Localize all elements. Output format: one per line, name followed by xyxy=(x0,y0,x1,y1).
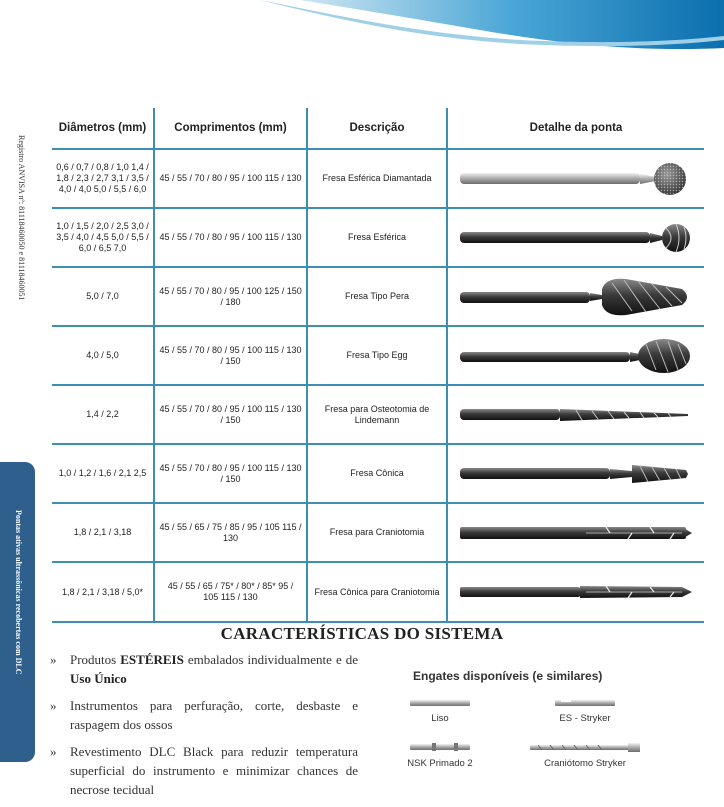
cell-tip xyxy=(447,444,704,503)
cell-descricao: Fresa para Craniotomia xyxy=(307,503,447,562)
cell-comprimentos: 45 / 55 / 65 / 75 / 85 / 95 / 105 115 / 130 xyxy=(154,503,307,562)
cell-descricao: Fresa Esférica xyxy=(307,208,447,267)
engate-liso xyxy=(400,697,480,724)
cell-comprimentos: 45 / 55 / 70 / 80 / 95 / 100 125 / 150 / 180 xyxy=(154,267,307,326)
header-wave-decoration xyxy=(0,0,724,60)
cell-tip xyxy=(447,267,704,326)
engate-label: Liso xyxy=(431,713,449,724)
engate-label: NSK Primado 2 xyxy=(407,758,473,769)
diamond-ball-burr-icon xyxy=(456,159,696,199)
table-row xyxy=(52,326,704,385)
table-row xyxy=(52,267,704,326)
cell-tip xyxy=(447,562,704,622)
cell-diametros: 5,0 / 7,0 xyxy=(52,267,154,326)
list-item: » Produtos ESTÉREIS embalados individualmente e de Uso Único xyxy=(50,650,358,688)
header-comprimentos: Comprimentos (mm) xyxy=(154,108,307,149)
cell-diametros: 1,8 / 2,1 / 3,18 / 5,0* xyxy=(52,562,154,622)
cell-comprimentos: 45 / 55 / 70 / 80 / 95 / 100 115 / 130 xyxy=(154,208,307,267)
engate-es-stryker xyxy=(545,697,625,724)
cell-tip xyxy=(447,149,704,208)
cell-descricao: Fresa Cônica xyxy=(307,444,447,503)
features-title: CARACTERÍSTICAS DO SISTEMA xyxy=(220,624,504,643)
table-row xyxy=(52,385,704,444)
header-detalhe: Detalhe da ponta xyxy=(447,108,704,149)
cell-descricao: Fresa Tipo Egg xyxy=(307,326,447,385)
burr-spec-table xyxy=(52,108,704,623)
header-diametros: Diâmetros (mm) xyxy=(52,108,154,149)
cell-comprimentos: 45 / 55 / 70 / 80 / 95 / 100 115 / 130 / 150 xyxy=(154,385,307,444)
es-stryker-shank-icon xyxy=(555,697,615,709)
engate-craniotomo-stryker xyxy=(520,740,650,769)
table-row xyxy=(52,562,704,622)
list-item: » Revestimento DLC Black para reduzir temperatura superficial do instrumento e minimizar chances de necrose tecidual xyxy=(50,742,358,799)
features-list xyxy=(50,650,358,807)
engate-label: ES - Stryker xyxy=(559,713,611,724)
cell-descricao: Fresa Tipo Pera xyxy=(307,267,447,326)
cell-tip xyxy=(447,326,704,385)
conical-craniotomy-burr-icon xyxy=(456,572,696,612)
engate-label: Craniótomo Stryker xyxy=(544,758,626,769)
cell-tip xyxy=(447,208,704,267)
table-header-row xyxy=(52,108,704,149)
table-row xyxy=(52,503,704,562)
nsk-shank-icon xyxy=(410,740,470,754)
engates-title: Engates disponíveis (e similares) xyxy=(413,669,603,683)
cell-comprimentos: 45 / 55 / 70 / 80 / 95 / 100 115 / 130 / 150 xyxy=(154,326,307,385)
cell-tip xyxy=(447,503,704,562)
round-burr-icon xyxy=(456,218,696,258)
engate-nsk-primado xyxy=(400,740,480,769)
liso-shank-icon xyxy=(410,697,470,709)
craniotomy-burr-icon xyxy=(456,513,696,553)
craniotomo-shank-icon xyxy=(530,740,640,754)
list-item: » Instrumentos para perfuração, corte, desbaste e raspagem dos ossos xyxy=(50,696,358,734)
cell-tip xyxy=(447,385,704,444)
conical-burr-icon xyxy=(456,454,696,494)
cell-diametros: 1,8 / 2,1 / 3,18 xyxy=(52,503,154,562)
cell-descricao: Fresa para Osteotomia de Lindemann xyxy=(307,385,447,444)
header-descricao: Descrição xyxy=(307,108,447,149)
anvisa-registration: Registro ANVISA nº: 81118460050 e 81118460051 xyxy=(17,135,26,301)
cell-diametros: 4,0 / 5,0 xyxy=(52,326,154,385)
section-side-tab: Pontas ativas ultrassônicas recobertas com DLC xyxy=(0,462,35,762)
cell-descricao: Fresa Esférica Diamantada xyxy=(307,149,447,208)
cell-descricao: Fresa Cônica para Craniotomia xyxy=(307,562,447,622)
cell-diametros: 1,0 / 1,5 / 2,0 / 2,5 3,0 / 3,5 / 4,0 / 4,5 5,0 / 5,5 / 6,0 / 6,5 7,0 xyxy=(52,208,154,267)
cell-diametros: 1,0 / 1,2 / 1,6 / 2,1 2,5 xyxy=(52,444,154,503)
cell-comprimentos: 45 / 55 / 65 / 75* / 80* / 85* 95 / 105 115 / 130 xyxy=(154,562,307,622)
lindemann-burr-icon xyxy=(456,395,696,435)
table-row xyxy=(52,444,704,503)
cell-comprimentos: 45 / 55 / 70 / 80 / 95 / 100 115 / 130 / 150 xyxy=(154,444,307,503)
table-row xyxy=(52,208,704,267)
egg-burr-icon xyxy=(456,336,696,376)
pear-burr-icon xyxy=(456,275,696,319)
cell-diametros: 1,4 / 2,2 xyxy=(52,385,154,444)
cell-diametros: 0,6 / 0,7 / 0,8 / 1,0 1,4 / 1,8 / 2,3 / 2,7 3,1 / 3,5 / 4,0 / 4,0 5,0 / 5,5 / 6,0 xyxy=(52,149,154,208)
cell-comprimentos: 45 / 55 / 70 / 80 / 95 / 100 115 / 130 xyxy=(154,149,307,208)
table-row xyxy=(52,149,704,208)
